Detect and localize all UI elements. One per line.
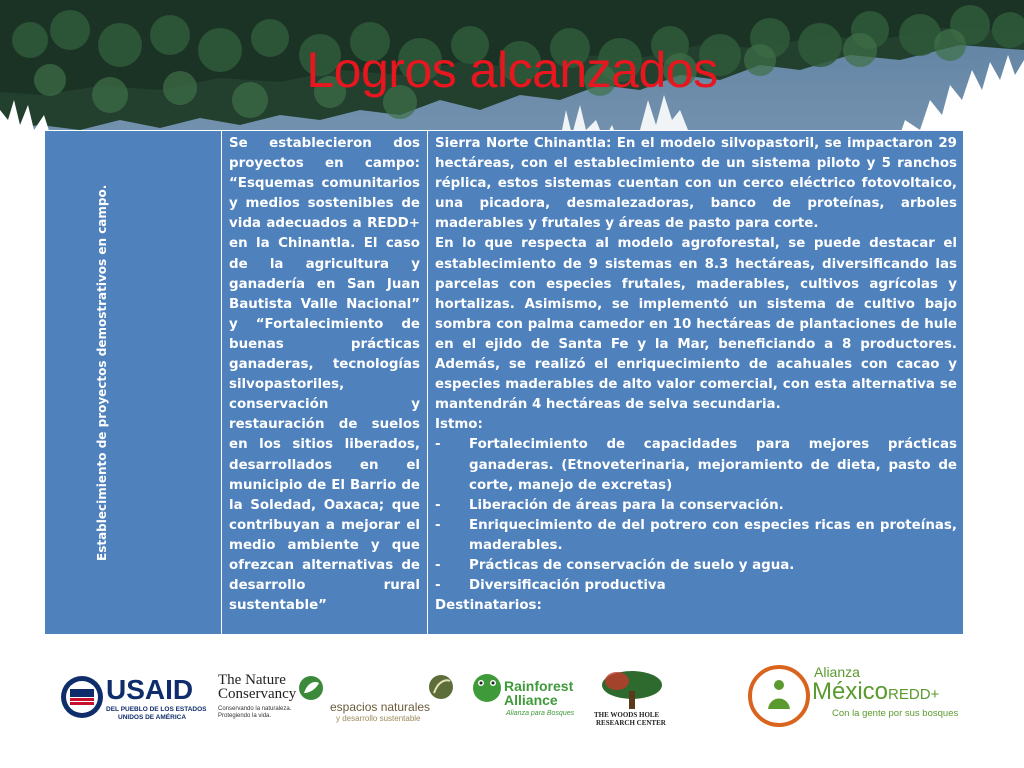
results-paragraph-1: Sierra Norte Chinantla: En el modelo silvopastoril, se impactaron 29 hectáreas, con el establecimiento de un sistema piloto y 5 ranchos réplica, estos sistemas cuentan con un cerco eléctrico fotovoltaico, una picadora, desmalezadoras, banco de proteínas, arboles maderables y frutales y áreas de pasto para corte. <box>435 136 957 232</box>
list-item: - Diversificación productiva <box>435 578 666 594</box>
alianza-line2: MéxicoREDD+ <box>812 678 940 705</box>
alianza-line1: Alianza <box>814 664 860 680</box>
alianza-mexico-redd-logo <box>748 663 968 733</box>
destinatarios-heading: Destinatarios: <box>435 598 542 614</box>
tree-icon <box>597 669 667 711</box>
espacios-tag: y desarrollo sustentable <box>336 714 421 723</box>
list-item: - Fortalecimiento de capacidades para mejores prácticas ganaderas. (Etnoveterinaria, mejoramiento de dieta, pasto de corte, manejo de excretas) <box>435 437 957 493</box>
list-item: - Liberación de áreas para la conservación. <box>435 497 784 513</box>
results-paragraph-2: En lo que respecta al modelo agroforestal, se puede destacar el establecimiento de 9 sistemas en 8.3 hectáreas, diversificando las parcelas con especies frutales, maderables, cultivos agrícolas y hortalizas. Asimismo, se implementó un sistema de cultivo bajo sombra con palma camedor en 10 hectáreas de plantaciones de hule en el ejido de Santa Fe y la Mar, beneficiando a 8 productores. Además, se realizó el enriquecimiento de acahuales con cacao y especies maderables de alto valor comercial, con esta alternativa se mantendrán 4 hectáreas de selva secundaria. <box>435 236 957 413</box>
woods-line2: RESEARCH CENTER <box>596 719 666 727</box>
woods-hole-logo <box>592 669 672 731</box>
tnc-logo <box>218 673 326 729</box>
tnc-line2: Conservancy <box>218 686 297 702</box>
tnc-leaf-icon <box>298 675 324 701</box>
tnc-tag2: Protegiendo la vida. <box>218 713 272 719</box>
sponsor-logos <box>0 655 1024 745</box>
usaid-sub1: DEL PUEBLO DE LOS ESTADOS <box>106 706 207 713</box>
espacios-naturales-logo <box>330 673 460 729</box>
usaid-sub2: UNIDOS DE AMÉRICA <box>118 714 187 721</box>
istmo-heading: Istmo: <box>435 417 483 433</box>
espacios-leaf-icon <box>426 673 456 701</box>
alianza-people-icon <box>748 665 810 727</box>
usaid-name: USAID <box>106 674 194 705</box>
results-cell <box>429 131 963 634</box>
espacios-name: espacios naturales <box>330 700 431 714</box>
list-item: - Prácticas de conservación de suelo y agua. <box>435 557 795 573</box>
projects-cell <box>222 131 428 634</box>
rainforest-line2: Alliance <box>504 692 558 708</box>
tnc-line1: The Nature <box>218 672 286 688</box>
alianza-tag: Con la gente por sus bosques <box>832 708 959 719</box>
tnc-tag1: Conservando la naturaleza. <box>218 706 292 712</box>
achievements-table <box>44 130 964 635</box>
usaid-logo <box>60 675 210 725</box>
page-title: Logros alcanzados <box>306 42 718 98</box>
woods-line1: THE WOODS HOLE <box>594 711 660 719</box>
list-item: - Enriquecimiento de del potrero con especies ricas en proteínas, maderables. <box>435 517 957 553</box>
rainforest-tag: Alianza para Bosques <box>506 710 575 717</box>
rainforest-line1: Rainforest <box>504 678 574 694</box>
frog-icon <box>470 673 504 703</box>
usaid-seal-icon <box>60 675 104 719</box>
row-label-cell <box>45 131 222 634</box>
row-label: Establecimiento de proyectos demostrativos en campo. <box>95 184 109 561</box>
projects-text: Se establecieron dos proyectos en campo: “Esquemas comunitarios y medios sostenibles de vida adecuados a REDD+ en la Chinantla. El caso de la agricultura y ganadería en San Juan Bautista Valle Nacional” y “Fortalecimiento de buenas prácticas ganaderas, tecnologías silvopastoriles, conservación y restauración de suelos en los sitios liberados, desarrollados en el municipio de El Barrio de la Soledad, Oaxaca; que contribuyan a mejorar el medio ambiente y que ofrezcan alternativas de desarrollo rural sustentable” <box>229 136 420 614</box>
rainforest-alliance-logo <box>470 673 582 729</box>
